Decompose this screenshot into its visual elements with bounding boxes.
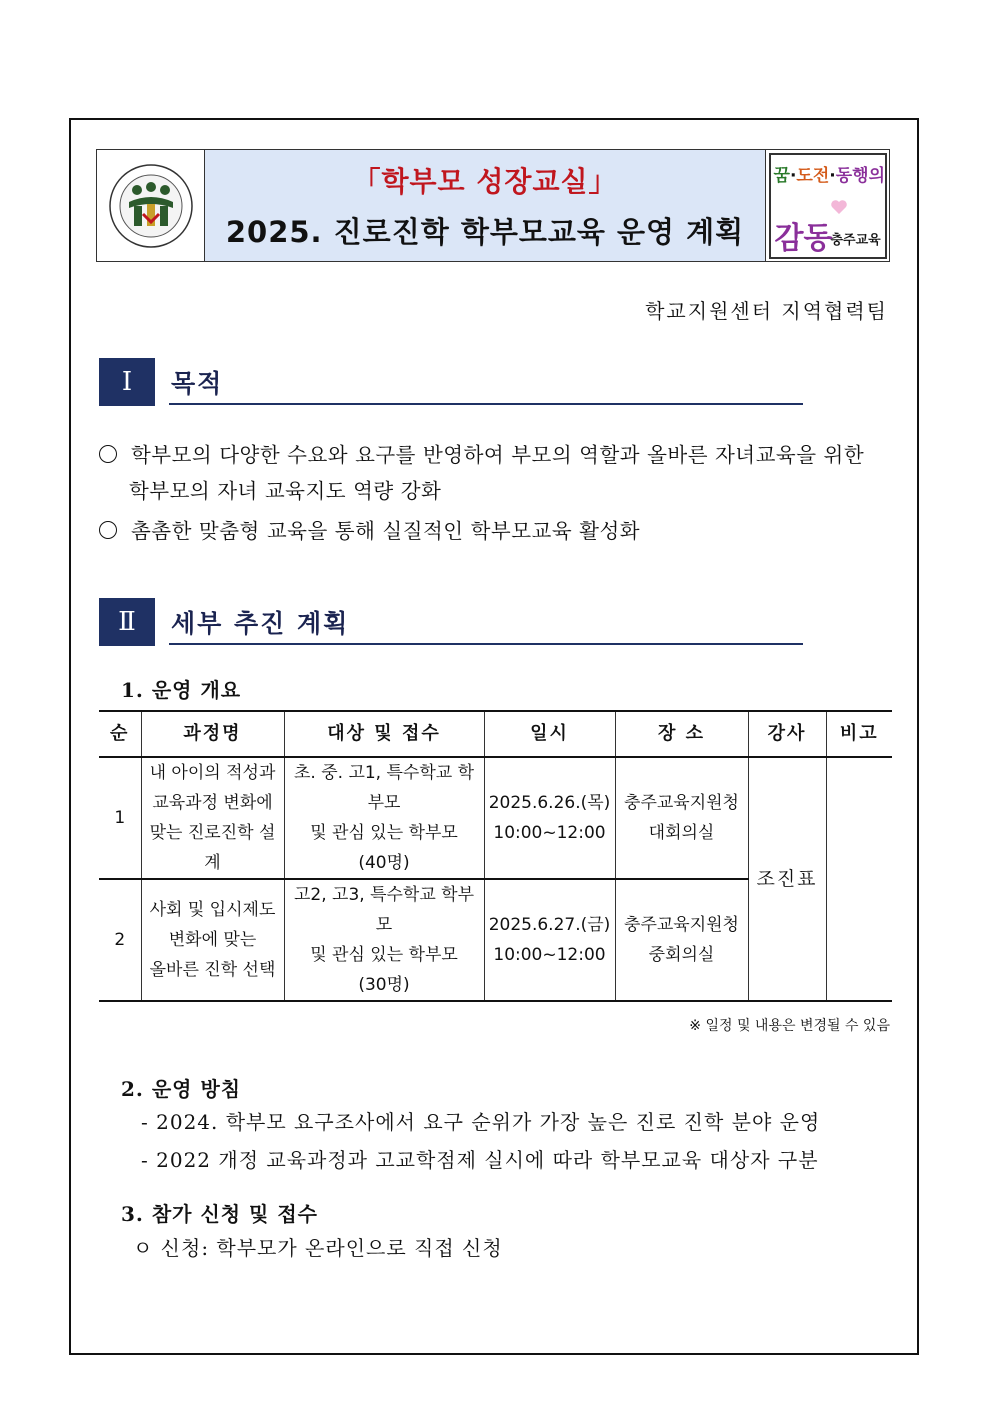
col-header-instructor: 강사 — [748, 711, 826, 757]
header-title-block — [205, 150, 765, 261]
section1-underline — [169, 403, 803, 405]
purpose-item-2: 촘촘한 맞춤형 교육을 통해 실질적인 학부모교육 활성화 — [99, 511, 640, 551]
circle-bullet-icon — [99, 445, 117, 463]
header-title-line2: 2025. 진로진학 학부모교육 운영 계획 — [225, 215, 745, 249]
badge-line1: 꿈·도전·동행의 — [773, 165, 886, 186]
badge-line2: 감동 — [774, 220, 833, 256]
section1-number: Ⅰ — [99, 358, 155, 406]
section2-underline — [169, 643, 803, 645]
target-audience: 고2, 고3, 특수학교 학부모 및 관심 있는 학부모 (30명) — [284, 879, 484, 1001]
subheading-overview: 1. 운영 개요 — [121, 678, 242, 702]
col-header-datetime: 일시 — [484, 711, 615, 757]
department-name: 학교지원센터 지역협력팀 — [645, 299, 888, 323]
section1-title: 목적 — [171, 369, 224, 398]
school-emblem-icon — [97, 150, 205, 261]
schedule-change-note: ※ 일정 및 내용은 변경될 수 있음 — [689, 1018, 890, 1034]
instructor-name: 조진표 — [748, 757, 826, 1001]
remark-cell — [826, 757, 892, 1001]
section2-title: 세부 추진 계획 — [171, 609, 350, 638]
subheading-application: 3. 참가 신청 및 접수 — [121, 1202, 318, 1226]
section2-number: Ⅱ — [99, 598, 155, 646]
purpose-item-1-cont: 학부모의 자녀 교육지도 역량 강화 — [129, 479, 442, 503]
date-time: 2025.6.26.(목) 10:00~12:00 — [484, 757, 615, 879]
badge-line3: 충주교육 — [830, 232, 881, 248]
subheading-policy: 2. 운영 방침 — [121, 1077, 242, 1101]
section2-heading — [99, 598, 805, 648]
section1-heading — [99, 358, 805, 408]
row-number: 2 — [99, 879, 141, 1001]
col-header-place: 장 소 — [615, 711, 748, 757]
header-title-line1: 「학부모 성장교실」 — [352, 165, 618, 198]
course-name: 사회 및 입시제도 변화에 맞는 올바른 진학 선택 — [141, 879, 284, 1001]
education-slogan-badge — [765, 150, 889, 261]
purpose-item-1: 학부모의 다양한 수요와 요구를 반영하여 부모의 역할과 올바른 자녀교육을 위한 — [99, 435, 894, 475]
program-table — [99, 710, 892, 1002]
row-number: 1 — [99, 757, 141, 879]
policy-item-2: - 2022 개정 교육과정과 고교학점제 실시에 따라 학부모교육 대상자 구분 — [141, 1148, 819, 1172]
date-time: 2025.6.27.(금) 10:00~12:00 — [484, 879, 615, 1001]
venue: 충주교육지원청 중회의실 — [615, 879, 748, 1001]
col-header-target: 대상 및 접수 — [284, 711, 484, 757]
col-header-course: 과정명 — [141, 711, 284, 757]
venue: 충주교육지원청 대회의실 — [615, 757, 748, 879]
application-item: ㅇ 신청: 학부모가 온라인으로 직접 신청 — [133, 1236, 503, 1260]
target-audience: 초. 중. 고1, 특수학교 학부모 및 관심 있는 학부모 (40명) — [284, 757, 484, 879]
table-header-row — [99, 711, 892, 757]
table-row — [99, 757, 892, 879]
document-header — [96, 149, 890, 262]
circle-bullet-icon — [99, 521, 117, 539]
col-header-no: 순 — [99, 711, 141, 757]
col-header-remark: 비고 — [826, 711, 892, 757]
course-name: 내 아이의 적성과 교육과정 변화에 맞는 진로진학 설계 — [141, 757, 284, 879]
policy-item-1: - 2024. 학부모 요구조사에서 요구 순위가 가장 높은 진로 진학 분야 운영 — [141, 1110, 821, 1134]
